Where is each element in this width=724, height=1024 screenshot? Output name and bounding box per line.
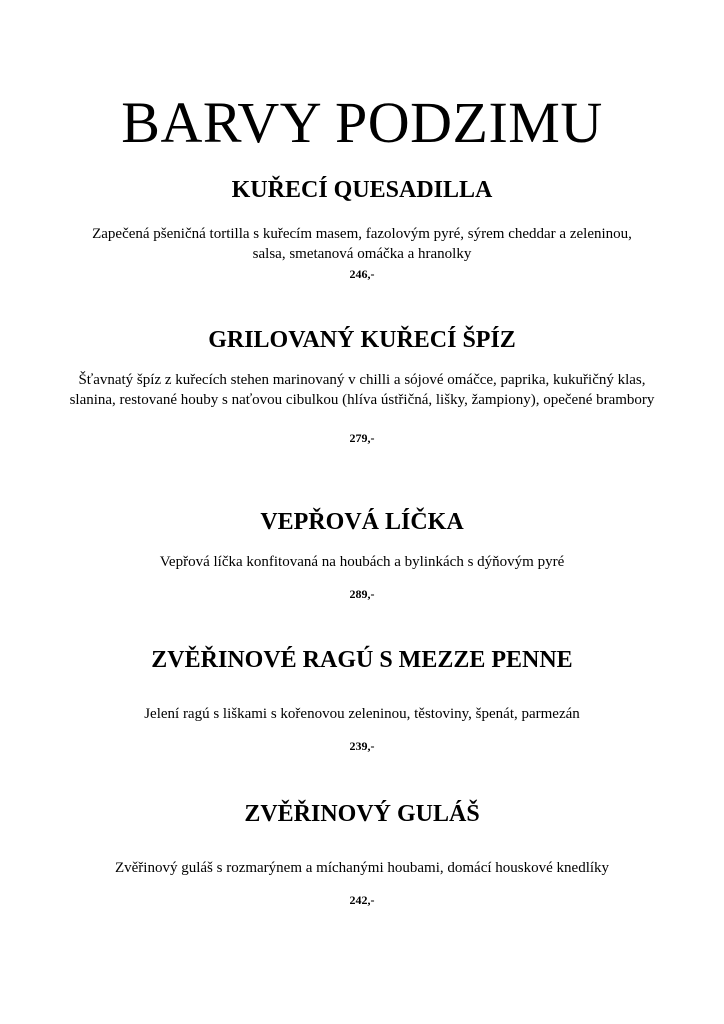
dish-name: VEPŘOVÁ LÍČKA [260,509,464,535]
menu-title: BARVY PODZIMU [121,90,603,155]
dish-item [60,326,664,446]
dish-description: Šťavnatý špíz z kuřecích stehen marinovaný v chilli a sójové omáčce, paprika, kukuřičný klas, slanina, restované houby s naťovou cibulkou (hlíva ústřičná, lišky, žampiony), opečené brambory [69,372,655,408]
dish-name: ZVĚŘINOVÉ RAGÚ S MEZZE PENNE [151,647,573,673]
dish-price: 242,- [349,893,375,907]
dish-price: 289,- [349,587,375,601]
dish-name: ZVĚŘINOVÝ GULÁŠ [244,801,480,827]
dish-item [60,176,664,282]
dish-name: GRILOVANÝ KUŘECÍ ŠPÍZ [208,327,516,353]
dish-price: 279,- [349,431,375,445]
dish-item [60,646,664,754]
dish-description: Zapečená pšeničná tortilla s kuřecím masem, fazolovým pyré, sýrem cheddar a zeleninou, salsa, smetanová omáčka a hranolky [92,226,632,262]
dish-description: Jelení ragú s liškami s kořenovou zeleninou, těstoviny, špenát, parmezán [144,706,580,722]
dish-description: Zvěřinový guláš s rozmarýnem a míchanými houbami, domácí houskové knedlíky [114,860,610,876]
dish-description: Vepřová líčka konfitovaná na houbách a bylinkách s dýňovým pyré [159,554,565,570]
dish-price: 239,- [349,739,375,753]
dish-price: 246,- [349,267,375,281]
dish-name: KUŘECÍ QUESADILLA [231,177,493,203]
dish-item [60,508,664,602]
dish-item [60,800,664,908]
